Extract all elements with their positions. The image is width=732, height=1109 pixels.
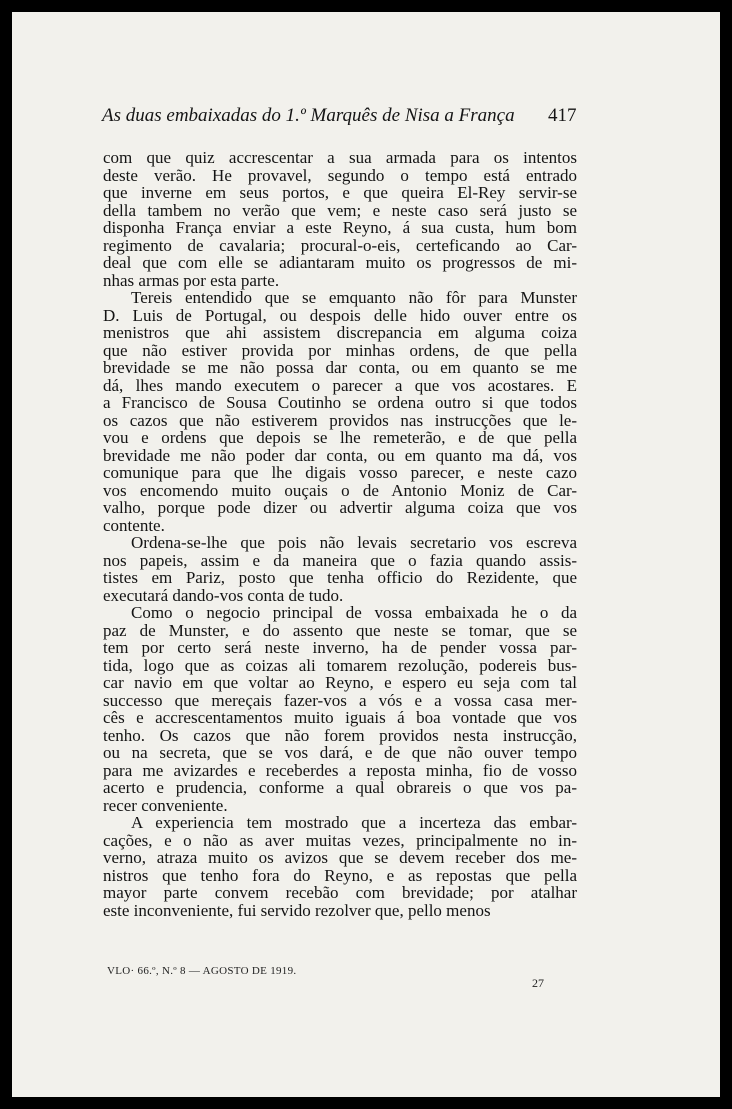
text-line: contente. <box>103 515 165 535</box>
running-header <box>102 105 602 127</box>
text-line: brevidade se me não possa dar conta, ou em quanto se me <box>103 358 577 377</box>
text-line: paz de Munster, e do assento que neste se tomar, que se <box>103 620 577 640</box>
text-line: que inverne em seus portos, e que queira El-Rey servir-se <box>103 183 577 202</box>
text-line: executará dando-vos conta de tudo. <box>103 585 344 605</box>
text-line: tida, logo que as coizas ali tomarem rezolução, podereis bus- <box>103 655 577 675</box>
text-line: menistros que ahi assistem discrepancia em alguma coiza <box>103 323 577 342</box>
text-line: os cazos que não estiverem providos nas instrucções que le- <box>103 410 577 430</box>
text-line: nos papeis, assim e da maneira que o fazia quando assis- <box>103 550 577 570</box>
book-page <box>12 12 720 1097</box>
text-line: para me avizardes e receberdes a reposta minha, fio de vosso <box>103 760 577 780</box>
paragraph <box>103 814 577 919</box>
signature-mark: 27 <box>532 976 544 990</box>
text-line: disponha França enviar a este Reyno, á sua custa, hum bom <box>103 218 577 237</box>
text-line: ou na secreta, que se vos dará, e de que não ouver tempo <box>103 743 577 762</box>
body-text <box>103 149 577 919</box>
text-line: brevidade me não poder dar conta, ou em quanto ma dá, vos <box>103 445 577 465</box>
text-line: dá, lhes mando executem o parecer a que vos acostares. E <box>103 375 577 395</box>
text-line: nhas armas por esta parte. <box>103 270 280 290</box>
text-line: nistros que tenho fora do Reyno, e as repostas que pella <box>103 865 577 885</box>
text-line: vos encomendo muito ouçais o de Antonio Moniz de Car- <box>103 480 577 500</box>
text-line: car navio em que voltar ao Reyno, e espero eu seja com tal <box>103 673 577 692</box>
page-number: 417 <box>548 105 577 126</box>
text-line: com que quiz accrescentar a sua armada para os intentos <box>103 148 577 167</box>
running-title: As duas embaixadas do 1.º Marquês de Nisa a França <box>102 105 515 126</box>
text-line: cações, e o não as aver muitas vezes, principalmente no in- <box>103 830 577 850</box>
text-line: verno, atraza muito os avizos que se devem receber dos me- <box>103 848 577 867</box>
text-line: cês e accrescentamentos muito iguais á boa vontade que vos <box>103 708 577 727</box>
text-line: tistes em Pariz, posto que tenha officio do Rezidente, que <box>103 568 577 587</box>
text-line: este inconveniente, fui servido rezolver que, pello menos <box>103 900 491 920</box>
text-line: della tambem no verão que vem; e neste caso será justo se <box>103 200 577 220</box>
text-line: A experiencia tem mostrado que a incerteza das embar- <box>131 813 577 832</box>
text-line: Ordena-se-lhe que pois não levais secretario vos escreva <box>131 533 577 552</box>
paragraph <box>103 534 577 604</box>
text-line: valho, porque pode dizer ou advertir alguma coiza que vos <box>103 498 577 517</box>
text-line: mayor parte convem recebão com brevidade; por atalhar <box>103 883 577 902</box>
text-line: successo que mereçais fazer-vos a vós e a vossa casa mer- <box>103 690 577 710</box>
text-line: comunique para que lhe digais vosso parecer, e neste cazo <box>103 463 577 482</box>
text-line: Como o negocio principal de vossa embaixada he o da <box>131 603 577 622</box>
text-line: que não estiver provida por minhas ordens, de que pella <box>103 340 577 360</box>
text-line: deal que com elle se adiantaram muito os progressos de mi- <box>103 253 577 272</box>
text-line: tenho. Os cazos que não forem providos nesta instrucção, <box>103 725 577 745</box>
paragraph <box>103 289 577 534</box>
text-line: deste verão. He provavel, segundo o tempo está entrado <box>103 165 577 185</box>
text-line: Tereis entendido que se emquanto não fôr para Munster <box>131 288 577 307</box>
text-line: recer conveniente. <box>103 795 228 815</box>
text-line: tem por certo será neste inverno, ha de pender vossa par- <box>103 638 577 657</box>
text-line: vou e ordens que depois se lhe remeterão, e de que pella <box>103 428 577 447</box>
paragraph <box>103 149 577 289</box>
text-line: D. Luis de Portugal, ou despois delle hido ouver entre os <box>103 305 577 325</box>
text-line: acerto e prudencia, conforme a qual obrareis o que vos pa- <box>103 778 577 797</box>
text-line: a Francisco de Sousa Coutinho se ordena outro si que todos <box>103 393 577 412</box>
text-line: regimento de cavalaria; procural-o-eis, certeficando ao Car- <box>103 235 577 255</box>
volume-footer: VLO· 66.º, N.º 8 — AGOSTO DE 1919. <box>107 965 297 977</box>
paragraph <box>103 604 577 814</box>
